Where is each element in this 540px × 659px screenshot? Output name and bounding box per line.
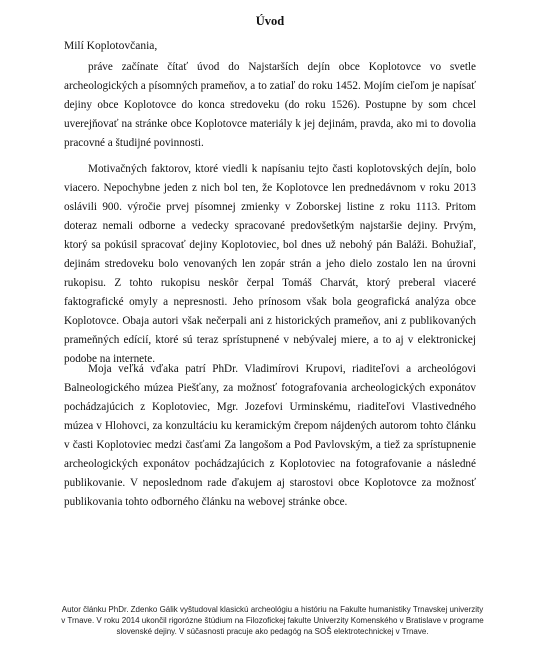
paragraph-3-block	[64, 360, 476, 531]
paragraph-3: Moja veľká vďaka patrí PhDr. Vladimírovi Krupovi, riaditeľovi a archeológovi Balneologického múzea Piešťany, za možnosť fotografovania archeologických exponátov pochádzajúcich z Koplotoviec, Mgr. Jozefovi Urminskému, riaditeľovi Vlastivedného múzea v Hlohovci, za konzultáciu ku keramickým črepom nájdených autorom tohto článku v časti Koplotoviec medzi časťami Za langošom a Pod Pavlovským, a tiež za sprístupnenie archeologických exponátov pochádzajúcich z Koplotoviec na fotografovanie a následné publikovanie. V neposlednom rade ďakujem aj starostovi obce Koplotovce za možnosť publikovania tohto odborného článku na webovej stránke obce.	[64, 363, 476, 508]
paragraph-2: Motivačných faktorov, ktoré viedli k napísaniu tejto časti koplotovských dejín, bolo viacero. Nepochybne jeden z nich bol ten, že Koplotovce len prednedávnom v roku 2013 oslávili 900. výročie prvej písomnej zmienky v Zoborskej listine z roku 1113. Pritom doteraz nemali odborne a vedecky spracované predovšetkým najstaršie dejiny. Prvým, ktorý sa pokúsil spracovať dejiny Koplotoviec, bol dnes už nebohý pán Baláži. Bohužiaľ, dejinám stredoveku bolo venovaných len zopár strán a jeho dielo zostalo len na úrovni rukopisu. Z tohto rukopisu neskôr čerpal Tomáš Charvát, ktorý preberal viaceré faktografické omyly a nepresnosti. Jeho prínosom však bola geografická analýza obce Koplotovce. Obaja autori však nečerpali ani z historických prameňov, ani z publikovaných prameňných edícií, ktoré sú teraz sprístupnené v nebývalej miere, a to aj v elektronickej podobe na internete.	[64, 163, 476, 365]
paragraph-2-block	[64, 160, 476, 388]
author-footnote: Autor článku PhDr. Zdenko Gálik vyštudoval klasickú archeológiu a históriu na Fakulte humanistiky Trnavskej univerzity v Trnave. V roku 2014 ukončil rigorózne štúdium na Filozofickej fakulte Univerzity Komenského v Bratislave v programe slovenské dejiny. V súčasnosti pracuje ako pedagóg na SOŠ elektrotechnickej v Trnave.	[61, 605, 484, 636]
document-title: Úvod	[255, 14, 285, 28]
paragraph-1-block	[64, 58, 476, 172]
paragraph-1: práve začínate čítať úvod do Najstarších dejín obce Koplotovce vo svetle archeologických a písomných prameňov, a to zatiaľ do roku 1452. Mojím cieľom je napísať dejiny obce Koplotovce do konca stredoveku (do roku 1526). Postupne by som chcel uverejňovať na stránke obce Koplotovce materiály k jej dejinám, pravda, ako mi to dovolia pracovné a študijné povinnosti.	[64, 61, 476, 149]
salutation: Milí Koplotovčania,	[64, 40, 158, 52]
